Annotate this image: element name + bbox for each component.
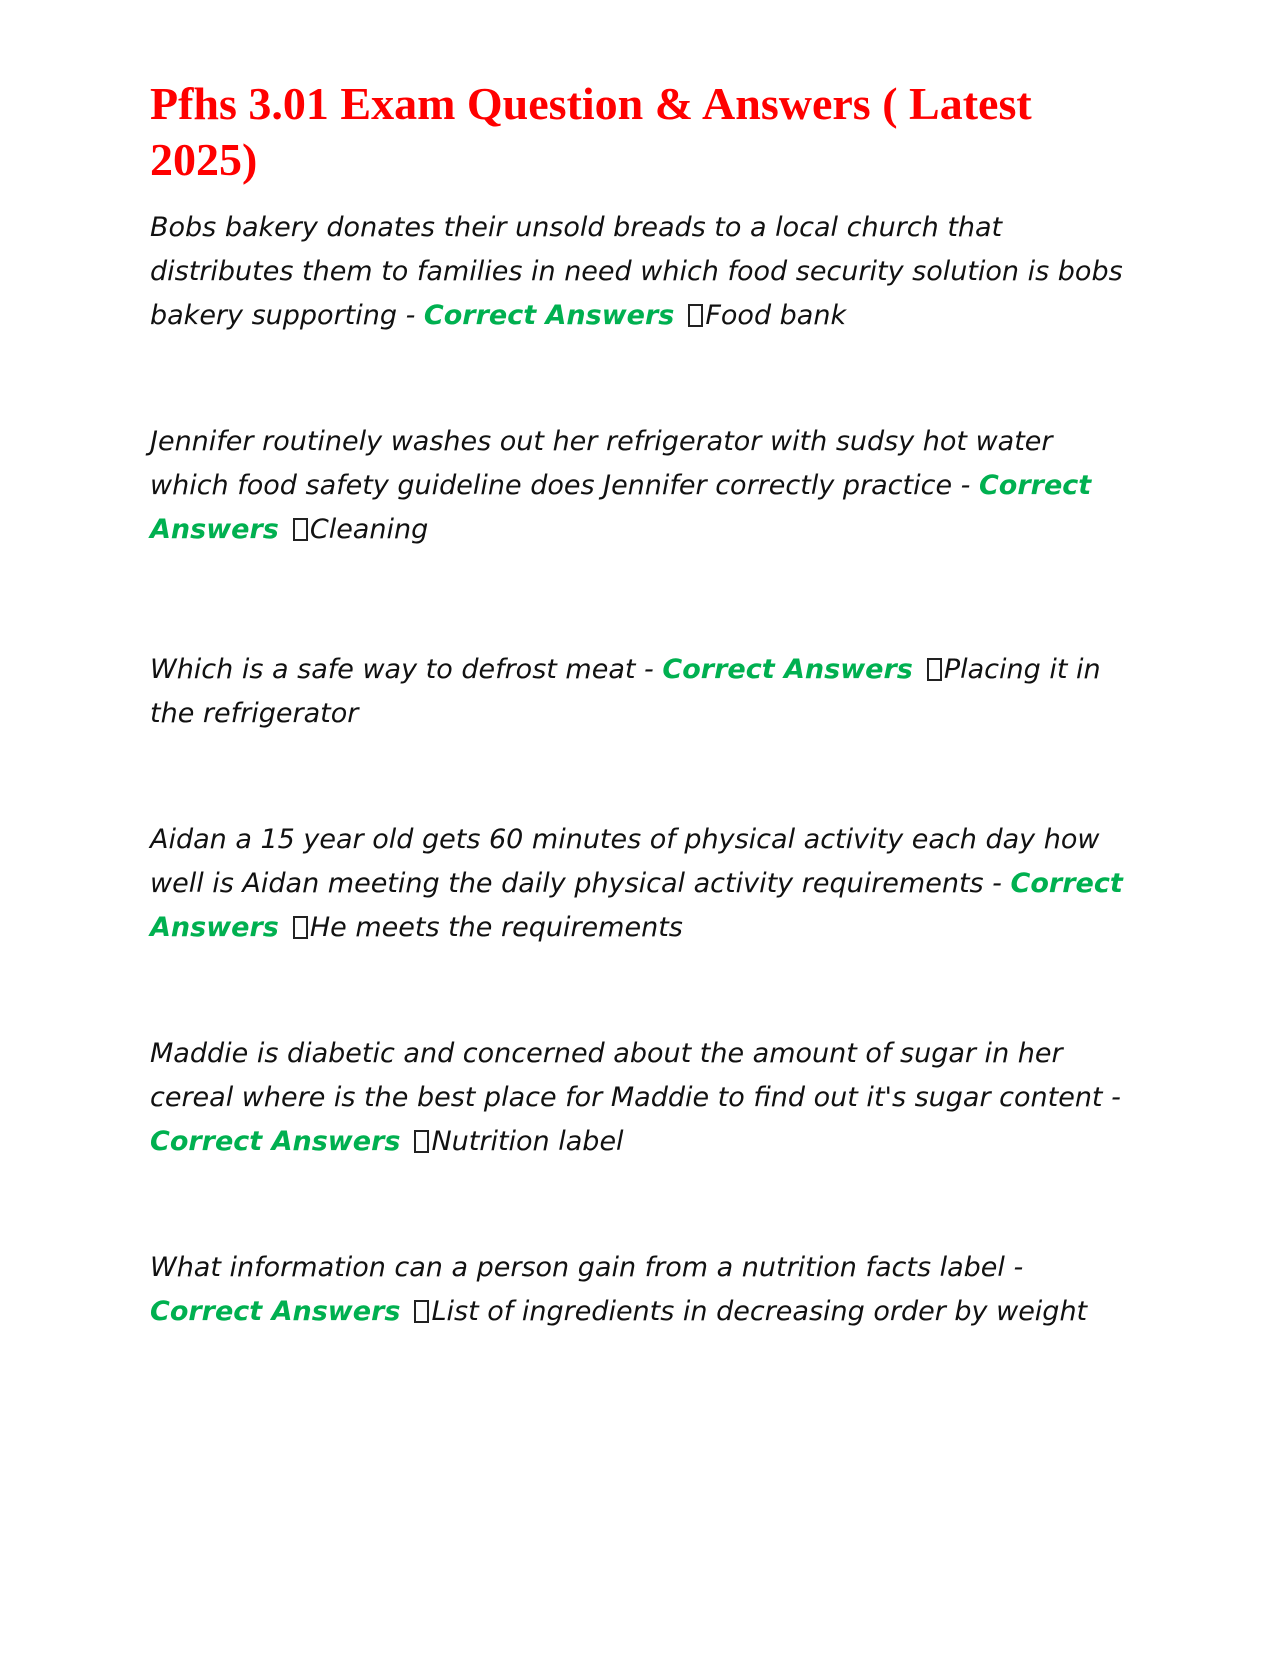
answer-marker-icon	[414, 1130, 429, 1153]
qa-item-6	[150, 1246, 1130, 1334]
qa-item-2	[150, 420, 1130, 552]
qa-item-1	[150, 206, 1130, 338]
correct-answers-label: Correct Answers	[150, 868, 1123, 943]
qa-item-3	[150, 648, 1130, 736]
correct-answers-label: Correct Answers	[662, 654, 913, 685]
correct-answers-label: Correct Answers	[150, 470, 1092, 545]
qa-item-5	[150, 1032, 1130, 1164]
question-text: Jennifer routinely washes out her refrigerator with sudsy hot water which food safety guideline does Jennifer correctly practice -	[150, 426, 1053, 501]
correct-answers-label: Correct Answers	[423, 300, 675, 331]
answer-marker-icon	[688, 304, 703, 327]
document-title: Pfhs 3.01 Exam Question & Answers ( Latest 2025)	[150, 78, 1032, 185]
question-text: Which is a safe way to defrost meat -	[150, 654, 663, 685]
answer-text: He meets the requirements	[309, 912, 683, 943]
answer-text: Food bank	[705, 300, 847, 331]
question-text: Bobs bakery donates their unsold breads to a local church that distributes them to families in need which food security solution is bobs bakery supporting -	[150, 212, 1123, 331]
answer-text: Cleaning	[309, 514, 429, 545]
answer-marker-icon	[414, 1300, 429, 1323]
answer-text: List of ingredients in decreasing order by weight	[431, 1296, 1088, 1327]
answer-marker-icon	[927, 658, 942, 681]
answer-marker-icon	[293, 916, 308, 939]
question-text: What information can a person gain from a nutrition facts label -	[150, 1252, 1024, 1283]
question-text: Aidan a 15 year old gets 60 minutes of physical activity each day how well is Aidan meeting the daily physical activity requirements -	[150, 824, 1100, 899]
qa-item-4	[150, 818, 1130, 950]
answer-text: Placing it in the refrigerator	[150, 654, 1101, 729]
correct-answers-label: Correct Answers	[150, 1126, 401, 1157]
correct-answers-label: Correct Answers	[150, 1296, 401, 1327]
answer-marker-icon	[293, 518, 308, 541]
answer-text: Nutrition label	[431, 1126, 624, 1157]
question-text: Maddie is diabetic and concerned about the amount of sugar in her cereal where is the best place for Maddie to find out it's sugar content -	[150, 1038, 1121, 1113]
